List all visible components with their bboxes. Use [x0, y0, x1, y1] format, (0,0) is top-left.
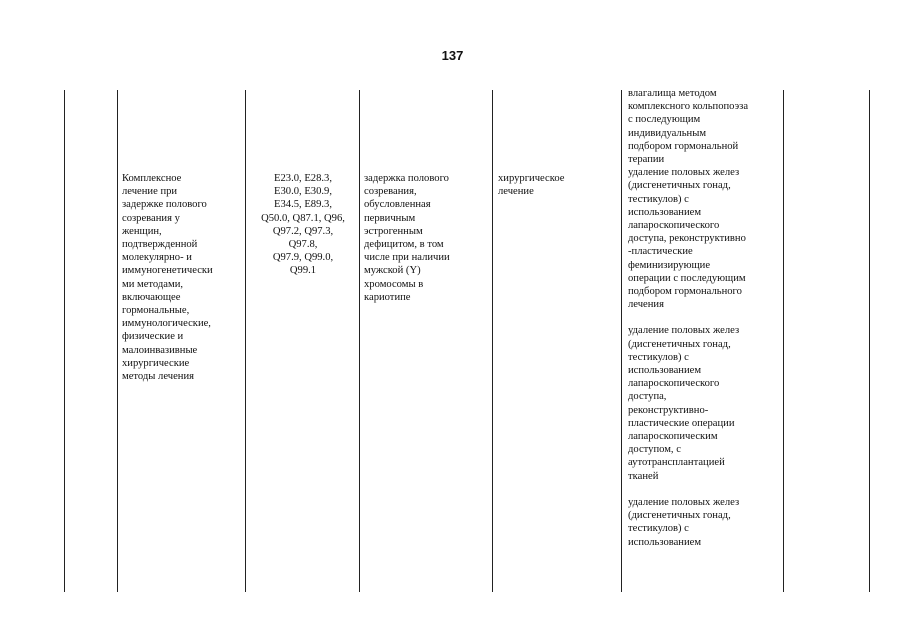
text-line: хирургическое	[498, 173, 565, 184]
text-line: Q50.0, Q87.1, Q96,	[261, 212, 345, 224]
table-cell-icd-codes	[248, 172, 358, 278]
table-border-right	[869, 90, 870, 592]
text-line: Q97.8,	[288, 239, 318, 251]
text-line: дефицитом, в том	[364, 239, 444, 251]
text-line: использованием	[628, 206, 702, 218]
text-line: использованием	[628, 365, 702, 377]
text-line: задержка полового	[364, 173, 449, 184]
text-line: иммуногенетически	[122, 265, 213, 277]
text-line: лапароскопическим	[628, 431, 718, 443]
table-cell-title	[122, 172, 242, 383]
table-column-divider-5	[621, 90, 622, 592]
table-cell-treatment-method	[628, 87, 778, 549]
text-line: эстрогенным	[364, 225, 423, 237]
text-line: использованием	[628, 536, 702, 548]
text-line: тканей	[628, 470, 659, 482]
text-line: терапии	[628, 154, 665, 166]
text-line: доступа,	[628, 391, 667, 403]
table-column-divider-2	[245, 90, 246, 592]
page-number: 137	[441, 48, 464, 63]
text-line: методы лечения	[122, 371, 195, 383]
text-line: Q97.9, Q99.0,	[272, 252, 334, 264]
text-line: первичным	[364, 212, 416, 224]
text-line: операции с последующим	[628, 272, 746, 284]
text-line: женщин,	[122, 225, 162, 237]
text-line: хирургические	[122, 357, 190, 369]
text-line: подбором гормональной	[628, 140, 739, 152]
paragraph-gap	[628, 483, 778, 496]
text-line: удаление половых желез	[628, 167, 740, 179]
text-line: с последующим	[628, 114, 701, 126]
text-line: ми методами,	[122, 278, 184, 290]
text-line: удаление половых желез	[628, 496, 740, 508]
table-cell-patient-model	[364, 172, 489, 304]
text-line: тестикулов) с	[628, 193, 689, 205]
text-line: мужской (Y)	[364, 265, 421, 277]
text-line: E34.5, E89.3,	[274, 199, 332, 211]
text-line: пластические операции	[628, 417, 735, 429]
text-line: E30.0, E30.9,	[274, 186, 332, 198]
text-line: тестикулов) с	[628, 523, 689, 535]
text-line: малоинвазивные	[122, 344, 198, 356]
text-line: хромосомы в	[364, 278, 424, 290]
text-line: Q97.2, Q97.3,	[272, 225, 334, 237]
text-line: аутотрансплантацией	[628, 457, 725, 469]
text-line: Комплексное	[122, 173, 182, 184]
text-line: числе при наличии	[364, 252, 450, 264]
paragraph-gap	[628, 311, 778, 324]
text-line: доступом, с	[628, 444, 681, 456]
text-line: (дисгенетичных гонад,	[628, 180, 731, 192]
table-cell-treatment-type	[498, 172, 613, 198]
text-line: подбором гормонального	[628, 286, 742, 298]
text-line: феминизирующие	[628, 259, 711, 271]
text-line: (дисгенетичных гонад,	[628, 338, 731, 350]
text-line: включающее	[122, 291, 181, 303]
table-border-left	[64, 90, 65, 592]
text-line: задержке полового	[122, 199, 207, 211]
text-line: лапароскопического	[628, 378, 720, 390]
text-line: обусловленная	[364, 199, 431, 211]
text-line: гормональные,	[122, 305, 190, 317]
text-line: удаление половых желез	[628, 325, 740, 337]
text-line: -пластические	[628, 246, 693, 258]
text-line: лечения	[628, 299, 664, 311]
text-line: доступа, реконструктивно	[628, 233, 746, 245]
text-line: кариотипе	[364, 291, 411, 303]
text-line: лечение при	[122, 186, 178, 198]
text-line: реконструктивно-	[628, 404, 709, 416]
text-line: созревания у	[122, 212, 180, 224]
table-column-divider-4	[492, 90, 493, 592]
text-line: (дисгенетичных гонад,	[628, 510, 731, 522]
text-line: молекулярно- и	[122, 252, 192, 264]
table-column-divider-3	[359, 90, 360, 592]
text-line: подтвержденной	[122, 239, 198, 251]
text-line: созревания,	[364, 186, 417, 198]
text-line: лапароскопического	[628, 220, 720, 232]
table-column-divider-1	[117, 90, 118, 592]
text-line: тестикулов) с	[628, 351, 689, 363]
text-line: E23.0, E28.3,	[274, 173, 332, 184]
text-line: иммунологические,	[122, 318, 211, 330]
text-line: влагалища методом	[628, 88, 717, 99]
text-line: физические и	[122, 331, 184, 343]
table-column-divider-6	[783, 90, 784, 592]
text-line: Q99.1	[289, 265, 317, 277]
text-line: комплексного кольпопоэза	[628, 101, 749, 113]
text-line: индивидуальным	[628, 127, 707, 139]
text-line: лечение	[498, 186, 534, 198]
